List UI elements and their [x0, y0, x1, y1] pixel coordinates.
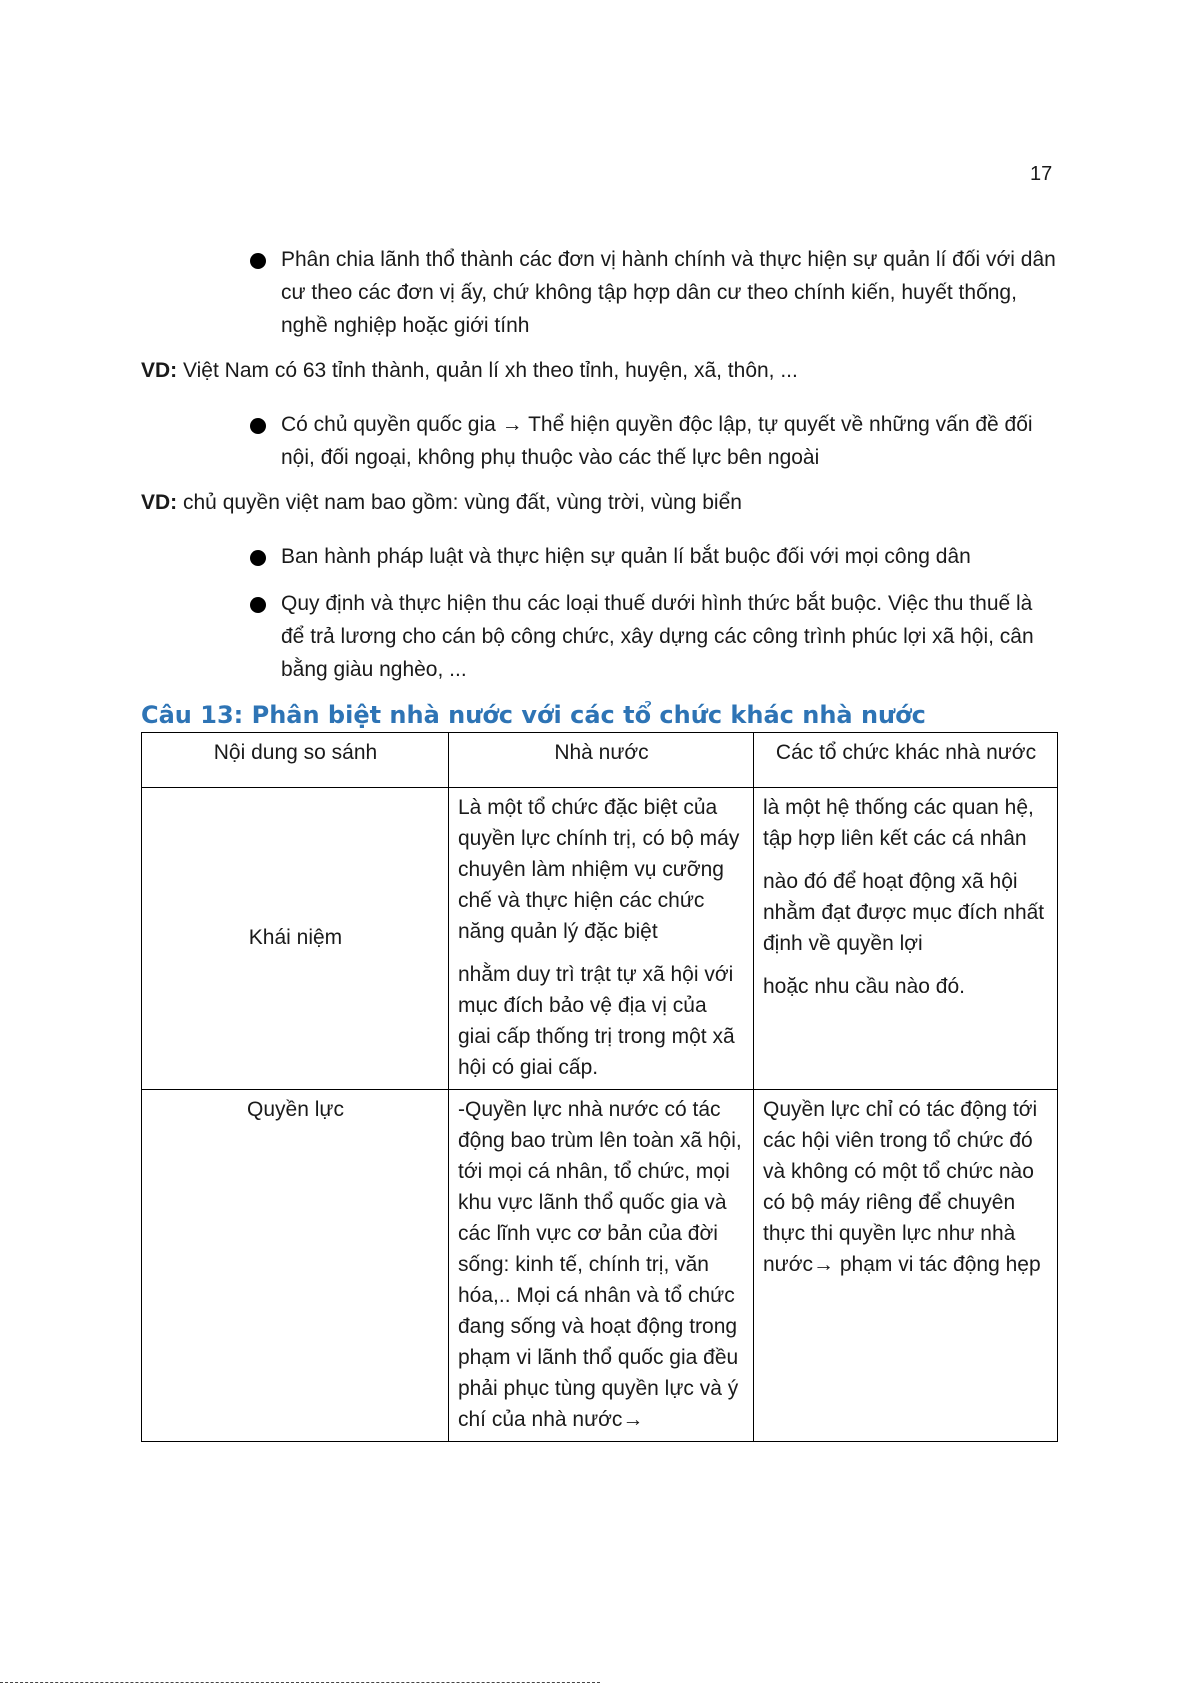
table-header-cell: Các tổ chức khác nhà nước	[754, 733, 1058, 788]
cell-paragraph: hoặc nhu cầu nào đó.	[763, 975, 966, 998]
bullet-item	[281, 587, 1057, 686]
bullet-text: Phân chia lãnh thổ thành các đơn vị hành chính và thực hiện sự quản lí đối với dân cư theo các đơn vị ấy, chứ không tập hợp dân cư theo chính kiến, huyết thống, nghề nghiệp hoặc giới tính	[281, 248, 1056, 337]
example-text: chủ quyền việt nam bao gồm: vùng đất, vùng trời, vùng biển	[177, 491, 742, 514]
bullet-item	[281, 540, 1057, 573]
cell-paragraph: Là một tổ chức đặc biệt của quyền lực chính trị, có bộ máy chuyên làm nhiệm vụ cưỡng chế và thực hiện các chức năng quản lý đặc biệt	[458, 796, 740, 943]
bullet-item	[281, 408, 1057, 474]
comparison-table	[141, 732, 1058, 1442]
table-header-cell: Nội dung so sánh	[142, 733, 449, 788]
table-cell-state	[449, 788, 754, 1090]
table-header-cell: Nhà nước	[449, 733, 754, 788]
bullet-item	[281, 243, 1057, 342]
page-bottom-divider	[0, 1682, 600, 1683]
table-row	[142, 1090, 1058, 1442]
table-cell-other	[754, 788, 1058, 1090]
bullet-text: Quy định và thực hiện thu các loại thuế dưới hình thức bắt buộc. Việc thu thuế là để trả lương cho cán bộ công chức, xây dựng các công trình phúc lợi xã hội, cân bằng giàu nghèo, ...	[281, 592, 1034, 681]
document-body	[141, 243, 1057, 1442]
cell-paragraph: là một hệ thống các quan hệ, tập hợp liên kết các cá nhân	[763, 796, 1034, 850]
table-cell-state	[449, 1090, 754, 1442]
table-cell-other	[754, 1090, 1058, 1442]
row-label: Khái niệm	[142, 788, 449, 1090]
cell-paragraph: nhằm duy trì trật tự xã hội với mục đích bảo vệ địa vị của giai cấp thống trị trong một xã hội có giai cấp.	[458, 963, 735, 1079]
bullet-text: Ban hành pháp luật và thực hiện sự quản lí bắt buộc đối với mọi công dân	[281, 545, 971, 568]
cell-paragraph: Quyền lực chỉ có tác động tới các hội viên trong tổ chức đó và không có một tổ chức nào có bộ máy riêng để chuyên thực thi quyền lực như nhà nước→ phạm vi tác động hẹp	[763, 1098, 1041, 1276]
table-header-row	[142, 733, 1058, 788]
cell-paragraph: nào đó để hoạt động xã hội nhằm đạt được mục đích nhất định về quyền lợi	[763, 870, 1045, 955]
example-line	[141, 356, 1057, 386]
bullet-text: Có chủ quyền quốc gia → Thể hiện quyền độc lập, tự quyết về những vấn đề đối nội, đối ngoại, không phụ thuộc vào các thế lực bên ngoài	[281, 413, 1033, 469]
bullet-dot-icon	[250, 418, 266, 434]
row-label: Quyền lực	[142, 1090, 449, 1442]
example-label: VD:	[141, 359, 178, 382]
bullet-dot-icon	[250, 597, 266, 613]
cell-paragraph: -Quyền lực nhà nước có tác động bao trùm lên toàn xã hội, tới mọi cá nhân, tổ chức, mọi khu vực lãnh thổ quốc gia và các lĩnh vực cơ bản của đời sống: kinh tế, chính trị, văn hóa,.. Mọi cá nhân và tổ chức đang sống và hoạt động trong phạm vi lãnh thổ quốc gia đều phải phục tùng quyền lực và ý chí của nhà nước→	[458, 1098, 742, 1431]
example-line	[141, 488, 1057, 518]
bullet-dot-icon	[250, 253, 266, 269]
bullet-dot-icon	[250, 550, 266, 566]
page-number: 17	[1030, 163, 1053, 185]
section-heading: Câu 13: Phân biệt nhà nước với các tổ chức khác nhà nước	[141, 701, 926, 729]
example-label: VD:	[141, 491, 178, 514]
table-row	[142, 788, 1058, 1090]
example-text: Việt Nam có 63 tỉnh thành, quản lí xh theo tỉnh, huyện, xã, thôn, ...	[177, 359, 798, 382]
